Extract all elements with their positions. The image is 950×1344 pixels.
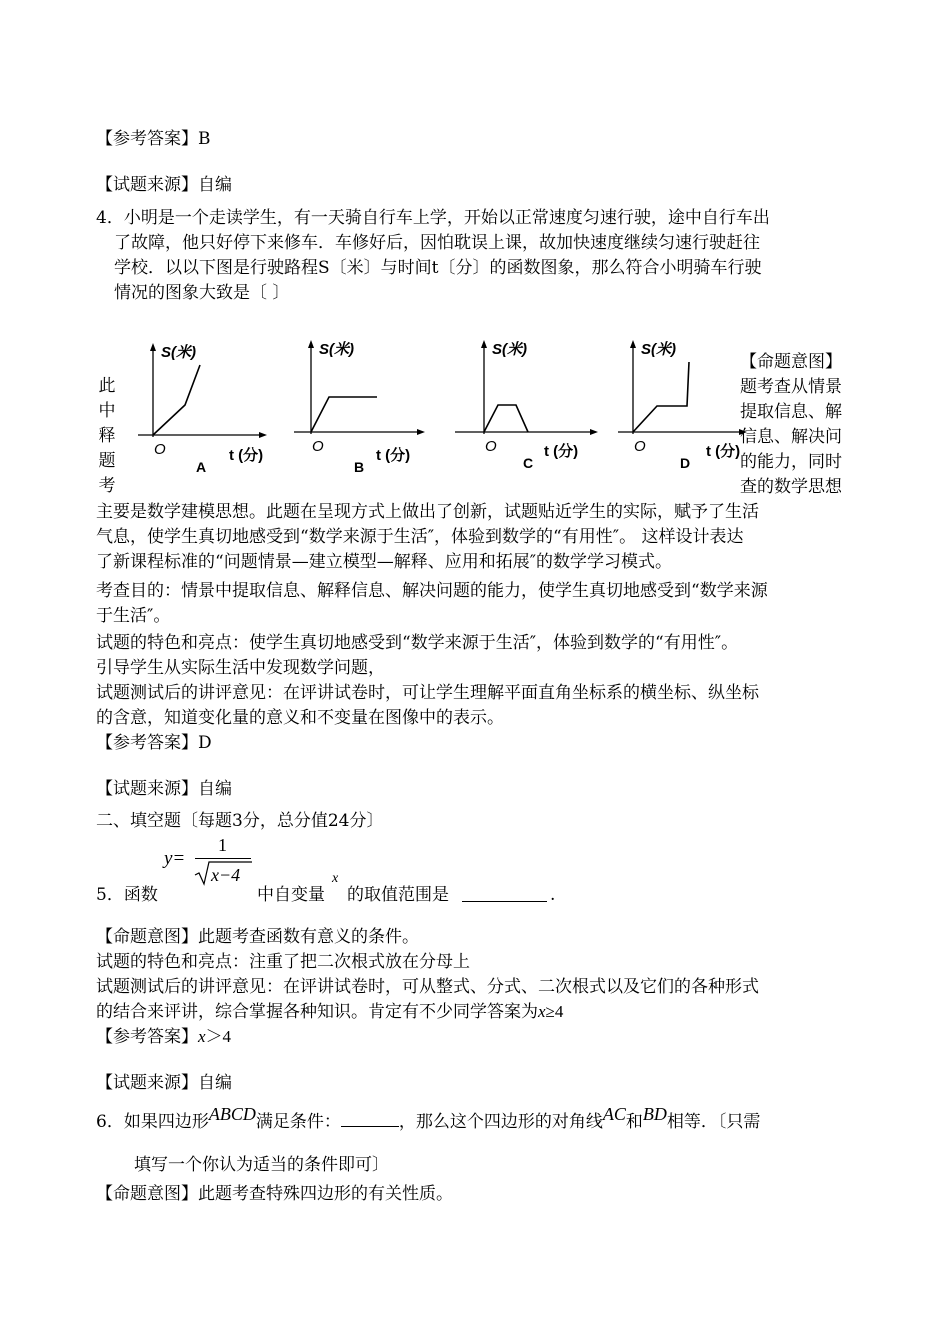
right-line: 查的数学思想 [740,477,842,497]
variable-x: x [332,871,339,886]
y-axis-arrow [630,340,636,348]
q5-source: 【试题来源】自编 [96,1073,232,1093]
q6-line2: 填写一个你认为适当的条件即可〕 [134,1155,389,1175]
right-line: 信息、解决问 [740,427,842,447]
y-axis-label: S(米) [161,344,196,361]
right-line: 【命题意图】 [740,352,842,372]
left-char: 中 [98,401,116,421]
section2-title: 二、填空题〔每题3分，总分值24分〕 [96,811,384,831]
graph-curve [311,397,377,432]
graph-curve [633,362,689,432]
q6-intent: 【命题意图】此题考查特殊四边形的有关性质。 [96,1184,453,1204]
graph-curve [153,365,200,435]
q6-answer-blank[interactable] [341,1110,399,1127]
q4-goal1: 考查目的：情景中提取信息、解释信息、解决问题的能力，使学生真切地感受到“数学来源 [96,581,768,601]
q4-guide: 引导学生从实际生活中发现数学问题， [96,658,385,678]
right-line: 题考查从情景 [740,377,842,397]
q4-feature: 试题的特色和亮点：使学生真切地感受到“数学来源于生活″，体验到数学的“有用性″。 [96,633,739,653]
y-axis-arrow [481,340,487,348]
q4-comment1: 试题测试后的讲评意见：在评讲试卷时，可让学生理解平面直角坐标系的横坐标、纵坐标 [96,683,759,703]
q5-comment2: 的结合来评讲，综合掌握各种知识。肯定有不少同学答案为x≥4 [96,1002,564,1022]
origin-label: O [634,438,646,455]
q5-end: . [550,885,556,905]
q5-intent: 【命题意图】此题考查函数有意义的条件。 [96,927,419,947]
x-axis-label: t (分) [376,447,411,464]
x-axis-label: t (分) [706,443,741,460]
graph-option-label: B [354,459,365,475]
origin-label: O [154,441,166,458]
q4-answer: 【参考答案】D [96,733,212,753]
left-char: 考 [98,476,116,496]
left-char: 题 [98,451,116,471]
q4-p3: 了新课程标准的“问题情景—建立模型—解释、应用和拓展″的数学学习模式。 [96,552,673,572]
origin-label: O [485,438,497,455]
y-axis-arrow [150,343,156,351]
q4-line2: 了故障，他只好停下来修车．车修好后，因怕耽误上课，故加快速度继续匀速行驶赶往 [114,233,760,253]
y-axis-label: S(米) [492,341,527,358]
y-axis-label: S(米) [641,341,676,358]
origin-label: O [312,438,324,455]
q4-p1: 主要是数学建模思想。此题在呈现方式上做出了创新，试题贴近学生的实际，赋予了生活 [96,502,759,522]
q4-source: 【试题来源】自编 [96,779,232,799]
q5-feature: 试题的特色和亮点：注重了把二次根式放在分母上 [96,952,470,972]
q4-line4: 情况的图象大致是〔 〕 [114,283,290,303]
right-line: 提取信息、解 [740,402,842,422]
q3-answer: 【参考答案】B [96,129,211,149]
formula-lhs: y= [164,848,186,869]
y-axis-arrow [308,340,314,348]
x-axis-label: t (分) [229,447,264,464]
q3-source: 【试题来源】自编 [96,175,232,195]
left-char: 释 [98,426,116,446]
q6-line1: 6．如果四边形ABCD满足条件： ，那么这个四边形的对角线AC和BD相等．〔只需 [96,1104,761,1132]
q5-comment1: 试题测试后的讲评意见：在评讲试卷时，可从整式、分式、二次根式以及它们的各种形式 [96,977,759,997]
formula-numerator: 1 [218,835,227,855]
q5-answer: 【参考答案】x＞4 [96,1027,232,1047]
graph-option-label: C [523,455,534,471]
q4-goal2: 于生活″。 [96,606,171,626]
x-axis-label: t (分) [544,443,579,460]
formula-denominator: x−4 [211,865,241,885]
q5-suffix: 的取值范围是 [347,885,449,905]
q4-comment2: 的含意，知道变化量的意义和不变量在图像中的表示。 [96,708,504,728]
x-axis-arrow [259,432,267,438]
y-axis-label: S(米) [319,341,354,358]
left-char: 此 [98,376,116,396]
fraction-bar [195,858,251,859]
q4-p2: 气息，使学生真切地感受到“数学来源于生活″，体验到数学的“有用性″。 这样设计表达 [96,527,744,547]
graph-curve [484,405,528,432]
x-axis-arrow [590,429,598,435]
x-axis-arrow [417,429,425,435]
q4-line1: 4．小明是一个走读学生，有一天骑自行车上学，开始以正常速度匀速行驶，途中自行车出 [96,208,770,228]
q5-mid: 中自变量 [257,885,325,905]
right-line: 的能力，同时 [740,452,842,472]
graph-option-label: A [196,459,207,475]
q5-prefix: 5．函数 [96,885,158,905]
q5-answer-blank[interactable] [462,885,547,902]
graph-option-label: D [680,455,691,471]
q4-line3: 学校．以以下图是行驶路程S〔米〕与时间t〔分〕的函数图象，那么符合小明骑车行驶 [114,258,762,278]
